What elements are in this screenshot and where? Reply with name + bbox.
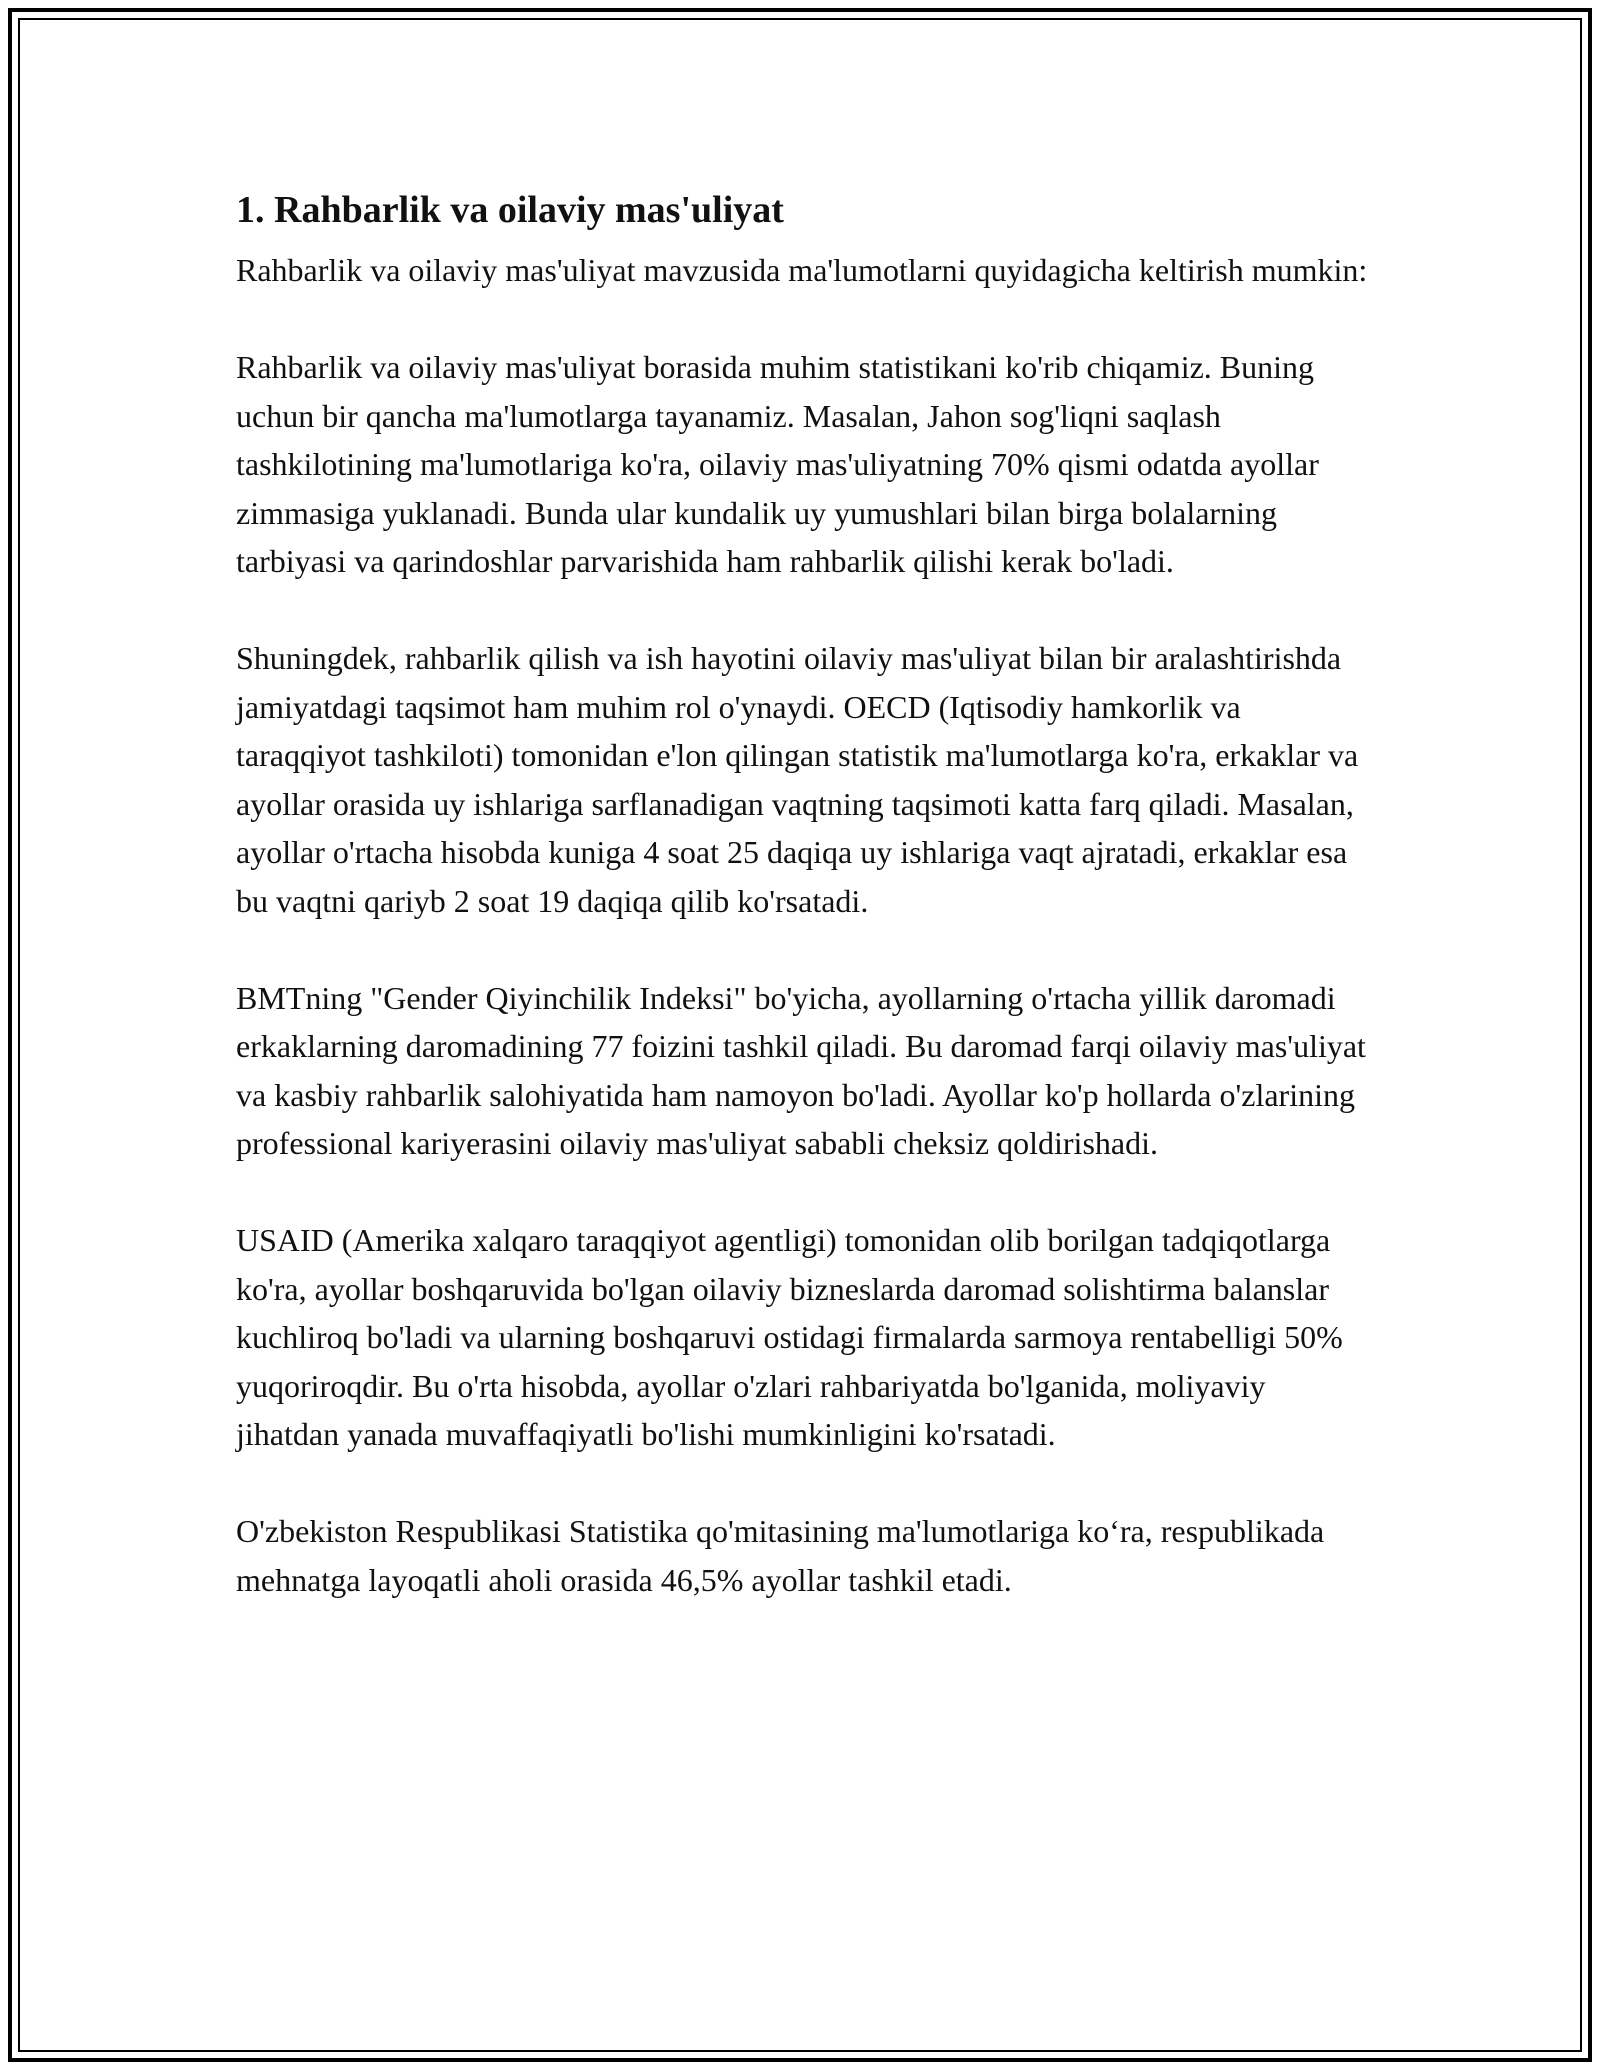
section-heading: 1. Rahbarlik va oilaviy mas'uliyat [236,189,784,231]
paragraph-usaid-research: USAID (Amerika xalqaro taraqqiyot agentligi) tomonidan olib borilgan tadqiqotlarga ko'ra, ayollar boshqaruvida bo'lgan oilaviy bizneslarda daromad solishtirma balanslar kuchliroq bo'ladi va ularning boshqaruvi ostidagi firmalarda sarmoya rentabelligi 50% yuqoriroqdir. Bu o'rta hisobda, ayollar o'zlari rahbariyatda bo'lganida, moliyaviy jihatdan yanada muvaffaqiyatli bo'lishi mumkinligini ko'rsatadi. [236,1222,1343,1452]
document-body [236,186,1376,1653]
paragraph-oecd-statistics: Shuningdek, rahbarlik qilish va ish hayotini oilaviy mas'uliyat bilan bir aralashtirishda jamiyatdagi taqsimot ham muhim rol o'ynaydi. OECD (Iqtisodiy hamkorlik va taraqqiyot tashkiloti) tomonidan e'lon qilingan statistik ma'lumotlarga ko'ra, erkaklar va ayollar orasida uy ishlariga sarflanadigan vaqtning taqsimoti katta farq qiladi. Masalan, ayollar o'rtacha hisobda kuniga 4 soat 25 daqiqa uy ishlariga vaqt ajratadi, erkaklar esa bu vaqtni qariyb 2 soat 19 daqiqa qilib ko'rsatadi. [236,640,1359,919]
intro-paragraph: Rahbarlik va oilaviy mas'uliyat mavzusida ma'lumotlarni quyidagicha keltirish mumkin: [236,252,1368,288]
paragraph-uzbekistan-statistics: O'zbekiston Respublikasi Statistika qo'mitasining ma'lumotlariga ko‘ra, respublikada mehnatga layoqatli aholi orasida 46,5% ayollar tashkil etadi. [236,1513,1325,1598]
paragraph-undp-gender-index: BMTning "Gender Qiyinchilik Indeksi" bo'yicha, ayollarning o'rtacha yillik daromadi erkaklarning daromadining 77 foizini tashkil qiladi. Bu daromad farqi oilaviy mas'uliyat va kasbiy rahbarlik salohiyatida ham namoyon bo'ladi. Ayollar ko'p hollarda o'zlarining professional kariyerasini oilaviy mas'uliyat sababli cheksiz qoldirishadi. [236,979,1366,1161]
paragraph-who-statistics: Rahbarlik va oilaviy mas'uliyat borasida muhim statistikani ko'rib chiqamiz. Buning uchun bir qancha ma'lumotlarga tayanamiz. Masalan, Jahon sog'liqni saqlash tashkilotining ma'lumotlariga ko'ra, oilaviy mas'uliyatning 70% qismi odatda ayollar zimmasiga yuklanadi. Bunda ular kundalik uy yumushlari bilan birga bolalarning tarbiyasi va qarindoshlar parvarishida ham rahbarlik qilishi kerak bo'ladi. [236,349,1319,579]
